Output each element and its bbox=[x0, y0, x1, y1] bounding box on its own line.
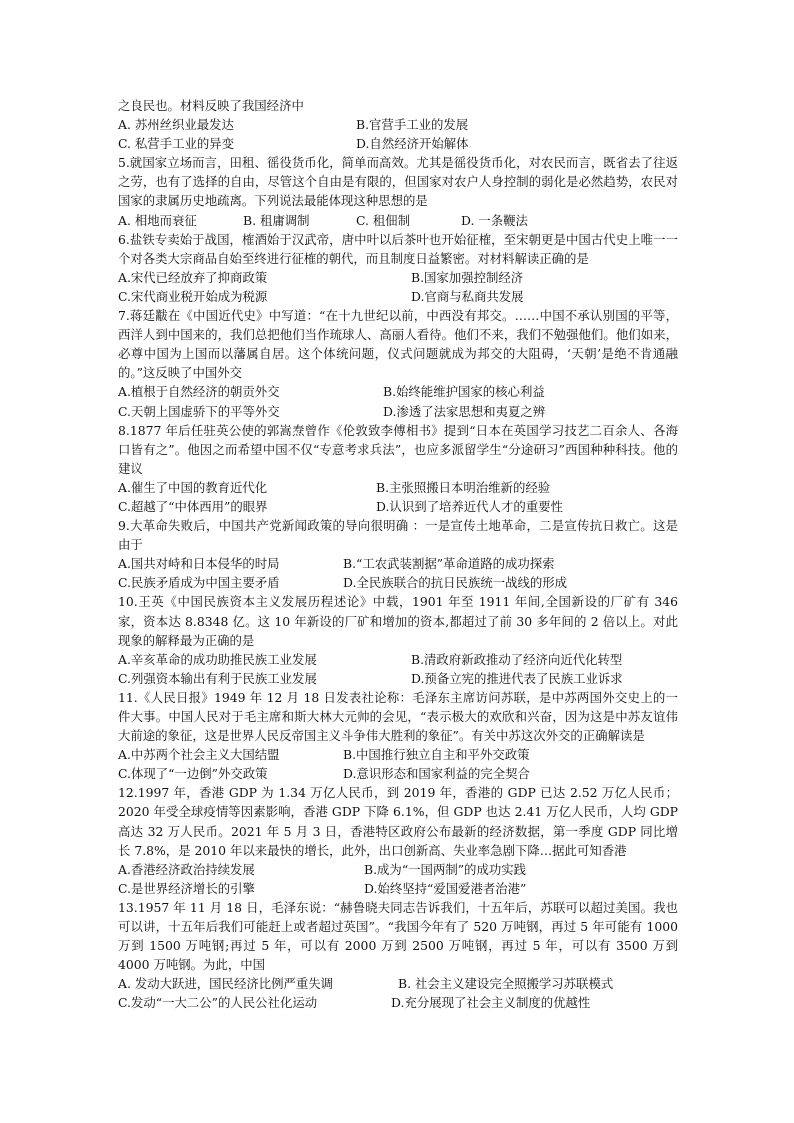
option-a: A. 发动大跃进，国民经济比例严重失调 bbox=[118, 976, 334, 992]
question-7 bbox=[118, 306, 678, 421]
options-row bbox=[118, 974, 678, 993]
option-c: C.列强资本输出有利于民族工业发展 bbox=[118, 670, 317, 686]
question-stem bbox=[118, 421, 678, 478]
option-a: A. 苏州丝织业最发达 bbox=[118, 117, 234, 133]
option-c: C. 租佃制 bbox=[356, 212, 411, 228]
option-d: D.意识形态和国家利益的完全契合 bbox=[343, 766, 530, 782]
option-a: A.中苏两个社会主义大国结盟 bbox=[118, 747, 280, 763]
options-row bbox=[118, 382, 678, 401]
option-b: B.中国推行独立自主和平外交政策 bbox=[343, 747, 530, 763]
options-row bbox=[118, 650, 678, 669]
options-row bbox=[118, 860, 678, 879]
option-b: B.始终能维护国家的核心利益 bbox=[383, 384, 545, 400]
option-b: B.清政府新政推动了经济向近代化转型 bbox=[411, 651, 623, 667]
question-9 bbox=[118, 516, 678, 592]
question-stem bbox=[118, 516, 678, 554]
option-b: B.国家加强控制经济 bbox=[411, 269, 524, 285]
options-row bbox=[118, 211, 678, 230]
question-stem bbox=[118, 783, 678, 859]
options-row bbox=[118, 134, 678, 153]
option-b: B.主张照搬日本明治维新的经验 bbox=[376, 479, 551, 495]
question-6 bbox=[118, 230, 678, 306]
options-row bbox=[118, 268, 678, 287]
question-stem-text: 9.大革命失败后，中国共产党新闻政策的导向很明确 ：一是宣传土地革命，二是宣传抗日救亡。这是由于 bbox=[118, 518, 678, 553]
question-stem bbox=[118, 230, 678, 268]
option-a: A.宋代已经放弃了抑商政策 bbox=[118, 269, 268, 285]
option-c: C.是世界经济增长的引擎 bbox=[118, 880, 255, 896]
option-d: D. 一条鞭法 bbox=[461, 212, 528, 228]
question-stem bbox=[118, 688, 678, 745]
option-b: B.官营手工业的发展 bbox=[356, 117, 469, 133]
option-c: C.天朝上国虚骄下的平等外交 bbox=[118, 403, 280, 419]
options-row bbox=[118, 993, 678, 1012]
option-d: D.认识到了培养近代人才的重要性 bbox=[376, 498, 563, 514]
option-b: B. 租庸调制 bbox=[243, 212, 310, 228]
question-stem: 之良民也。材料反映了我国经济中 bbox=[118, 98, 304, 113]
question-8 bbox=[118, 421, 678, 516]
option-a: A.辛亥革命的成功助推民族工业发展 bbox=[118, 651, 317, 667]
question-stem bbox=[118, 306, 678, 382]
question-stem-text: 8.1877 年后任驻英公使的郭嵩焘曾作《伦敦致李傅相书》提到“日本在英国学习技艺二百余人、各海口皆有之”。他因之而希望中国不仅“专意考求兵法”，也应多派留学生“分途研习”西国种种科技。他的建议 bbox=[118, 422, 678, 476]
option-d: D.自然经济开始解体 bbox=[356, 136, 469, 152]
question-stem bbox=[118, 153, 678, 210]
option-c: C.发动“一大二公”的人民公社化运动 bbox=[118, 995, 318, 1011]
option-c: C.宋代商业税开始成为税源 bbox=[118, 288, 268, 304]
option-a: A.植根于自然经济的朝贡外交 bbox=[118, 384, 280, 400]
question-stem-text: 13.1957 年 11 月 18 日，毛泽东说：“赫鲁晓夫同志告诉我们，十五年后，苏联可以超过美国。我也可以讲，十五年后我们可能赶上或者超过英国”。“我国今年有了 520 万吨钢，再过 5 年可能有 1000 万到 1500 万吨钢;再过 5 年，可以有 2000 万到 2500 万吨钢，再过 5 年，可以有 3500 万到 4000 万吨钢。为此，中国 bbox=[118, 899, 678, 973]
option-c: C. 私营手工业的异变 bbox=[118, 136, 235, 152]
options-row bbox=[118, 573, 678, 592]
option-b: B.“工农武装割据”革命道路的成功探索 bbox=[343, 556, 555, 572]
options-row bbox=[118, 554, 678, 573]
question-5 bbox=[118, 153, 678, 229]
option-c: C.体现了“一边倒”外交政策 bbox=[118, 766, 268, 782]
option-a: A. 相地而衰征 bbox=[118, 212, 197, 228]
option-c: C.民族矛盾成为中国主要矛盾 bbox=[118, 575, 280, 591]
exam-page bbox=[118, 96, 678, 1013]
option-d: D.渗透了法家思想和夷夏之辨 bbox=[383, 403, 546, 419]
options-row bbox=[118, 764, 678, 783]
question-stem-text: 7.蒋廷黻在《中国近代史》中写道：“在十九世纪以前，中西没有邦交。……中国不承认别国的平等，西洋人到中国来的，我们总把他们当作琉球人、高丽人看待。他们不来，我们不勉强他们。他们如来，必尊中国为上国而以藩属自居。这个体统问题，仪式问题就成为邦交的大阻碍，‘天朝’是绝不肯通融的。”这反映了中国外交 bbox=[118, 308, 678, 381]
question-13 bbox=[118, 898, 678, 1013]
question-10 bbox=[118, 592, 678, 687]
option-b: B. 社会主义建设完全照搬学习苏联模式 bbox=[398, 976, 614, 992]
option-d: D.全民族联合的抗日民族统一战线的形成 bbox=[343, 575, 568, 591]
option-b: B.成为“一国两制”的成功实践 bbox=[364, 861, 527, 877]
options-row bbox=[118, 402, 678, 421]
option-d: D.充分展现了社会主义制度的优越性 bbox=[391, 995, 591, 1011]
question-11 bbox=[118, 688, 678, 783]
question-stem-text: 11.《人民日报》1949 年 12 月 18 日发表社论称：毛泽东主席访问苏联，是中苏两国外交史上的一件大事。中国人民对于毛主席和斯大林大元帅的会见，“表示极大的欢欣和兴奋，因为这是中苏友谊伟大前途的象征，这是世界人民反帝国主义斗争伟大胜利的象征”。有关中苏这次外交的正确解读是 bbox=[118, 689, 678, 744]
option-a: A.国共对峙和日本侵华的时局 bbox=[118, 556, 280, 572]
options-row bbox=[118, 879, 678, 898]
question-stem bbox=[118, 592, 678, 649]
options-row bbox=[118, 669, 678, 688]
option-d: D.预备立宪的推进代表了民族工业诉求 bbox=[411, 670, 623, 686]
option-c: C.超越了“中体西用”的眼界 bbox=[118, 498, 268, 514]
options-row bbox=[118, 478, 678, 497]
question-stem-text: 10.王英《中国民族资本主义发展历程述论》中载，1901 年至 1911 年间,全国新设的厂矿有 346 家，资本达 8.8348 亿。这 10 年新设的厂矿和增加的资本,都超过了前 30 多年间的 2 倍以上。对此现象的解释最为正确的是 bbox=[118, 594, 678, 648]
options-row bbox=[118, 287, 678, 306]
option-d: D.官商与私商共发展 bbox=[411, 288, 524, 304]
question-12 bbox=[118, 783, 678, 898]
question-4-tail bbox=[118, 96, 678, 153]
question-stem-text: 5.就国家立场而言，田租、徭役货币化，简单而高效。尤其是徭役货币化，对农民而言，既省去了往返之劳，也有了选择的自由，尽管这个自由是有限的，但国家对农户人身控制的弱化是必然趋势，农民对国家的隶属历史地疏离。下列说法最能体现这种思想的是 bbox=[118, 155, 678, 209]
options-row bbox=[118, 115, 678, 134]
question-stem bbox=[118, 898, 678, 974]
question-stem-text: 6.盐铁专卖始于战国，榷酒始于汉武帝，唐中叶以后茶叶也开始征榷，至宋朝更是中国古代史上唯一一个对各类大宗商品自始至终进行征榷的朝代，而且制度日益繁密。对材料解读正确的是 bbox=[118, 231, 678, 266]
option-d: D.始终坚持“爱国爱港者治港” bbox=[364, 880, 527, 896]
options-row bbox=[118, 497, 678, 516]
options-row bbox=[118, 745, 678, 764]
option-a: A.催生了中国的教育近代化 bbox=[118, 479, 268, 495]
question-stem-text: 12.1997 年，香港 GDP 为 1.34 万亿人民币，到 2019 年，香港的 GDP 已达 2.52 万亿人民币；2020 年受全球疫情等因素影响，香港 GDP 下降 6.1%，但 GDP 也达 2.41 万亿人民币，人均 GDP 高达 32 万人民币。2021 年 5 月 3 日，香港特区政府公布最新的经济数据，第一季度 GDP 同比增长 7.8%，是 2010 年以来最快的增长，此外，出口创新高、失业率急剧下降…据此可知香港 bbox=[118, 785, 678, 858]
option-a: A.香港经济政治持续发展 bbox=[118, 861, 255, 877]
